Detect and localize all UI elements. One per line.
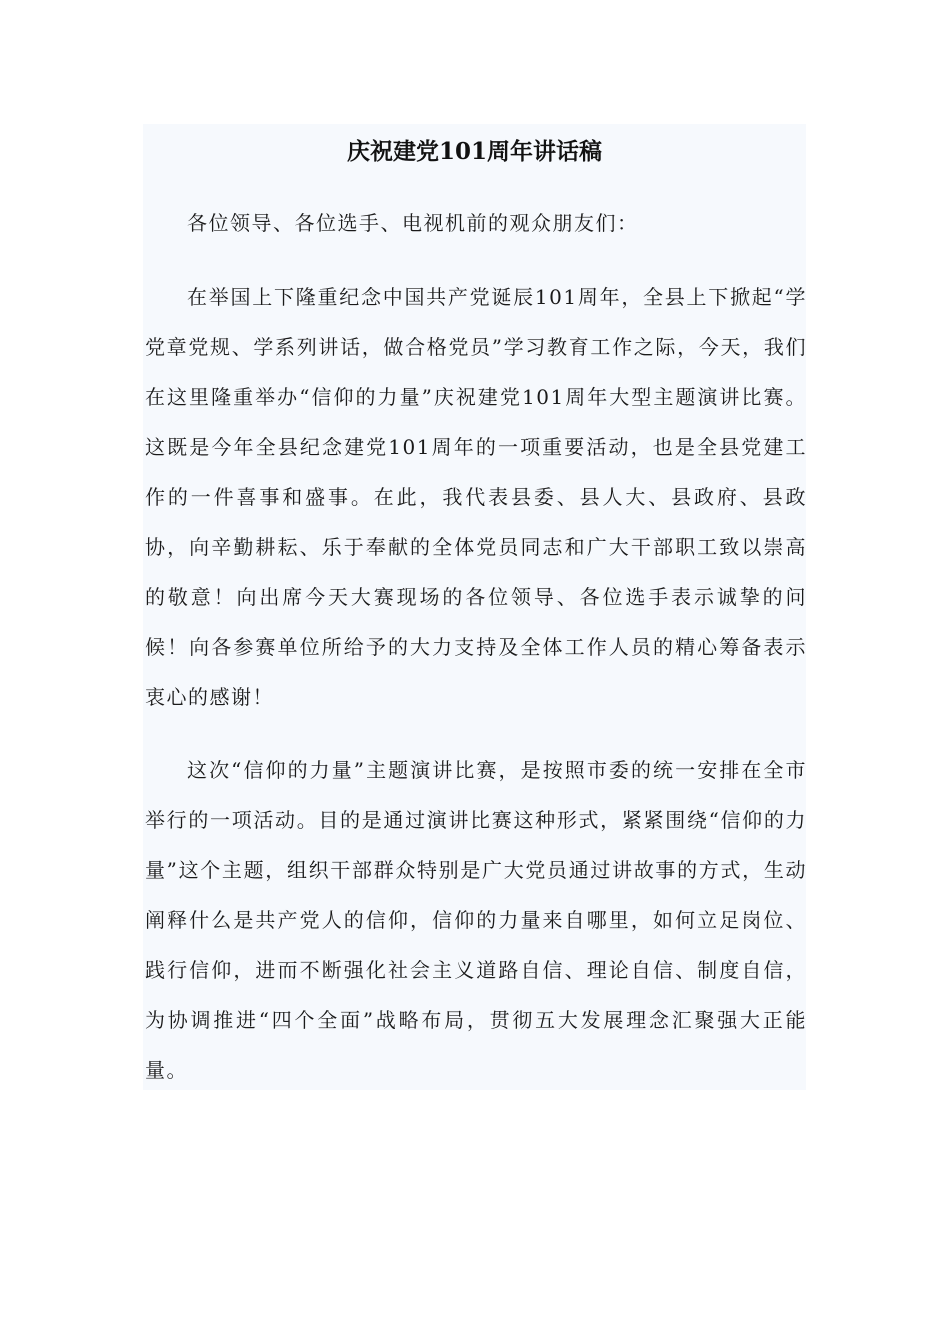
body-paragraph-2: 这次“信仰的力量”主题演讲比赛，是按照市委的统一安排在全市举行的一项活动。目的是通过演讲比赛这种形式，紧紧围绕“信仰的力量”这个主题，组织干部群众特别是广大党员通过讲故事的方式，生动阐释什么是共产党人的信仰，信仰的力量来自哪里，如何立足岗位、践行信仰，进而不断强化社会主义道路自信、理论自信、制度自信，为协调推进“四个全面”战略布局，贯彻五大发展理念汇聚强大正能量。 <box>145 758 807 1082</box>
document-title: 庆祝建党101周年讲话稿 <box>346 138 602 165</box>
body-paragraph-1: 在举国上下隆重纪念中国共产党诞辰101周年，全县上下掀起“学党章党规、学系列讲话，做合格党员”学习教育工作之际，今天，我们在这里隆重举办“信仰的力量”庆祝建党101周年大型主题演讲比赛。这既是今年全县纪念建党101周年的一项重要活动，也是全县党建工作的一件喜事和盛事。在此，我代表县委、县人大、县政府、县政协，向辛勤耕耘、乐于奉献的全体党员同志和广大干部职工致以崇高的敬意！向出席今天大赛现场的各位领导、各位选手表示诚挚的问候！向各参赛单位所给予的大力支持及全体工作人员的精心筹备表示衷心的感谢！ <box>145 285 807 709</box>
salutation-paragraph: 各位领导、各位选手、电视机前的观众朋友们： <box>187 211 639 235</box>
